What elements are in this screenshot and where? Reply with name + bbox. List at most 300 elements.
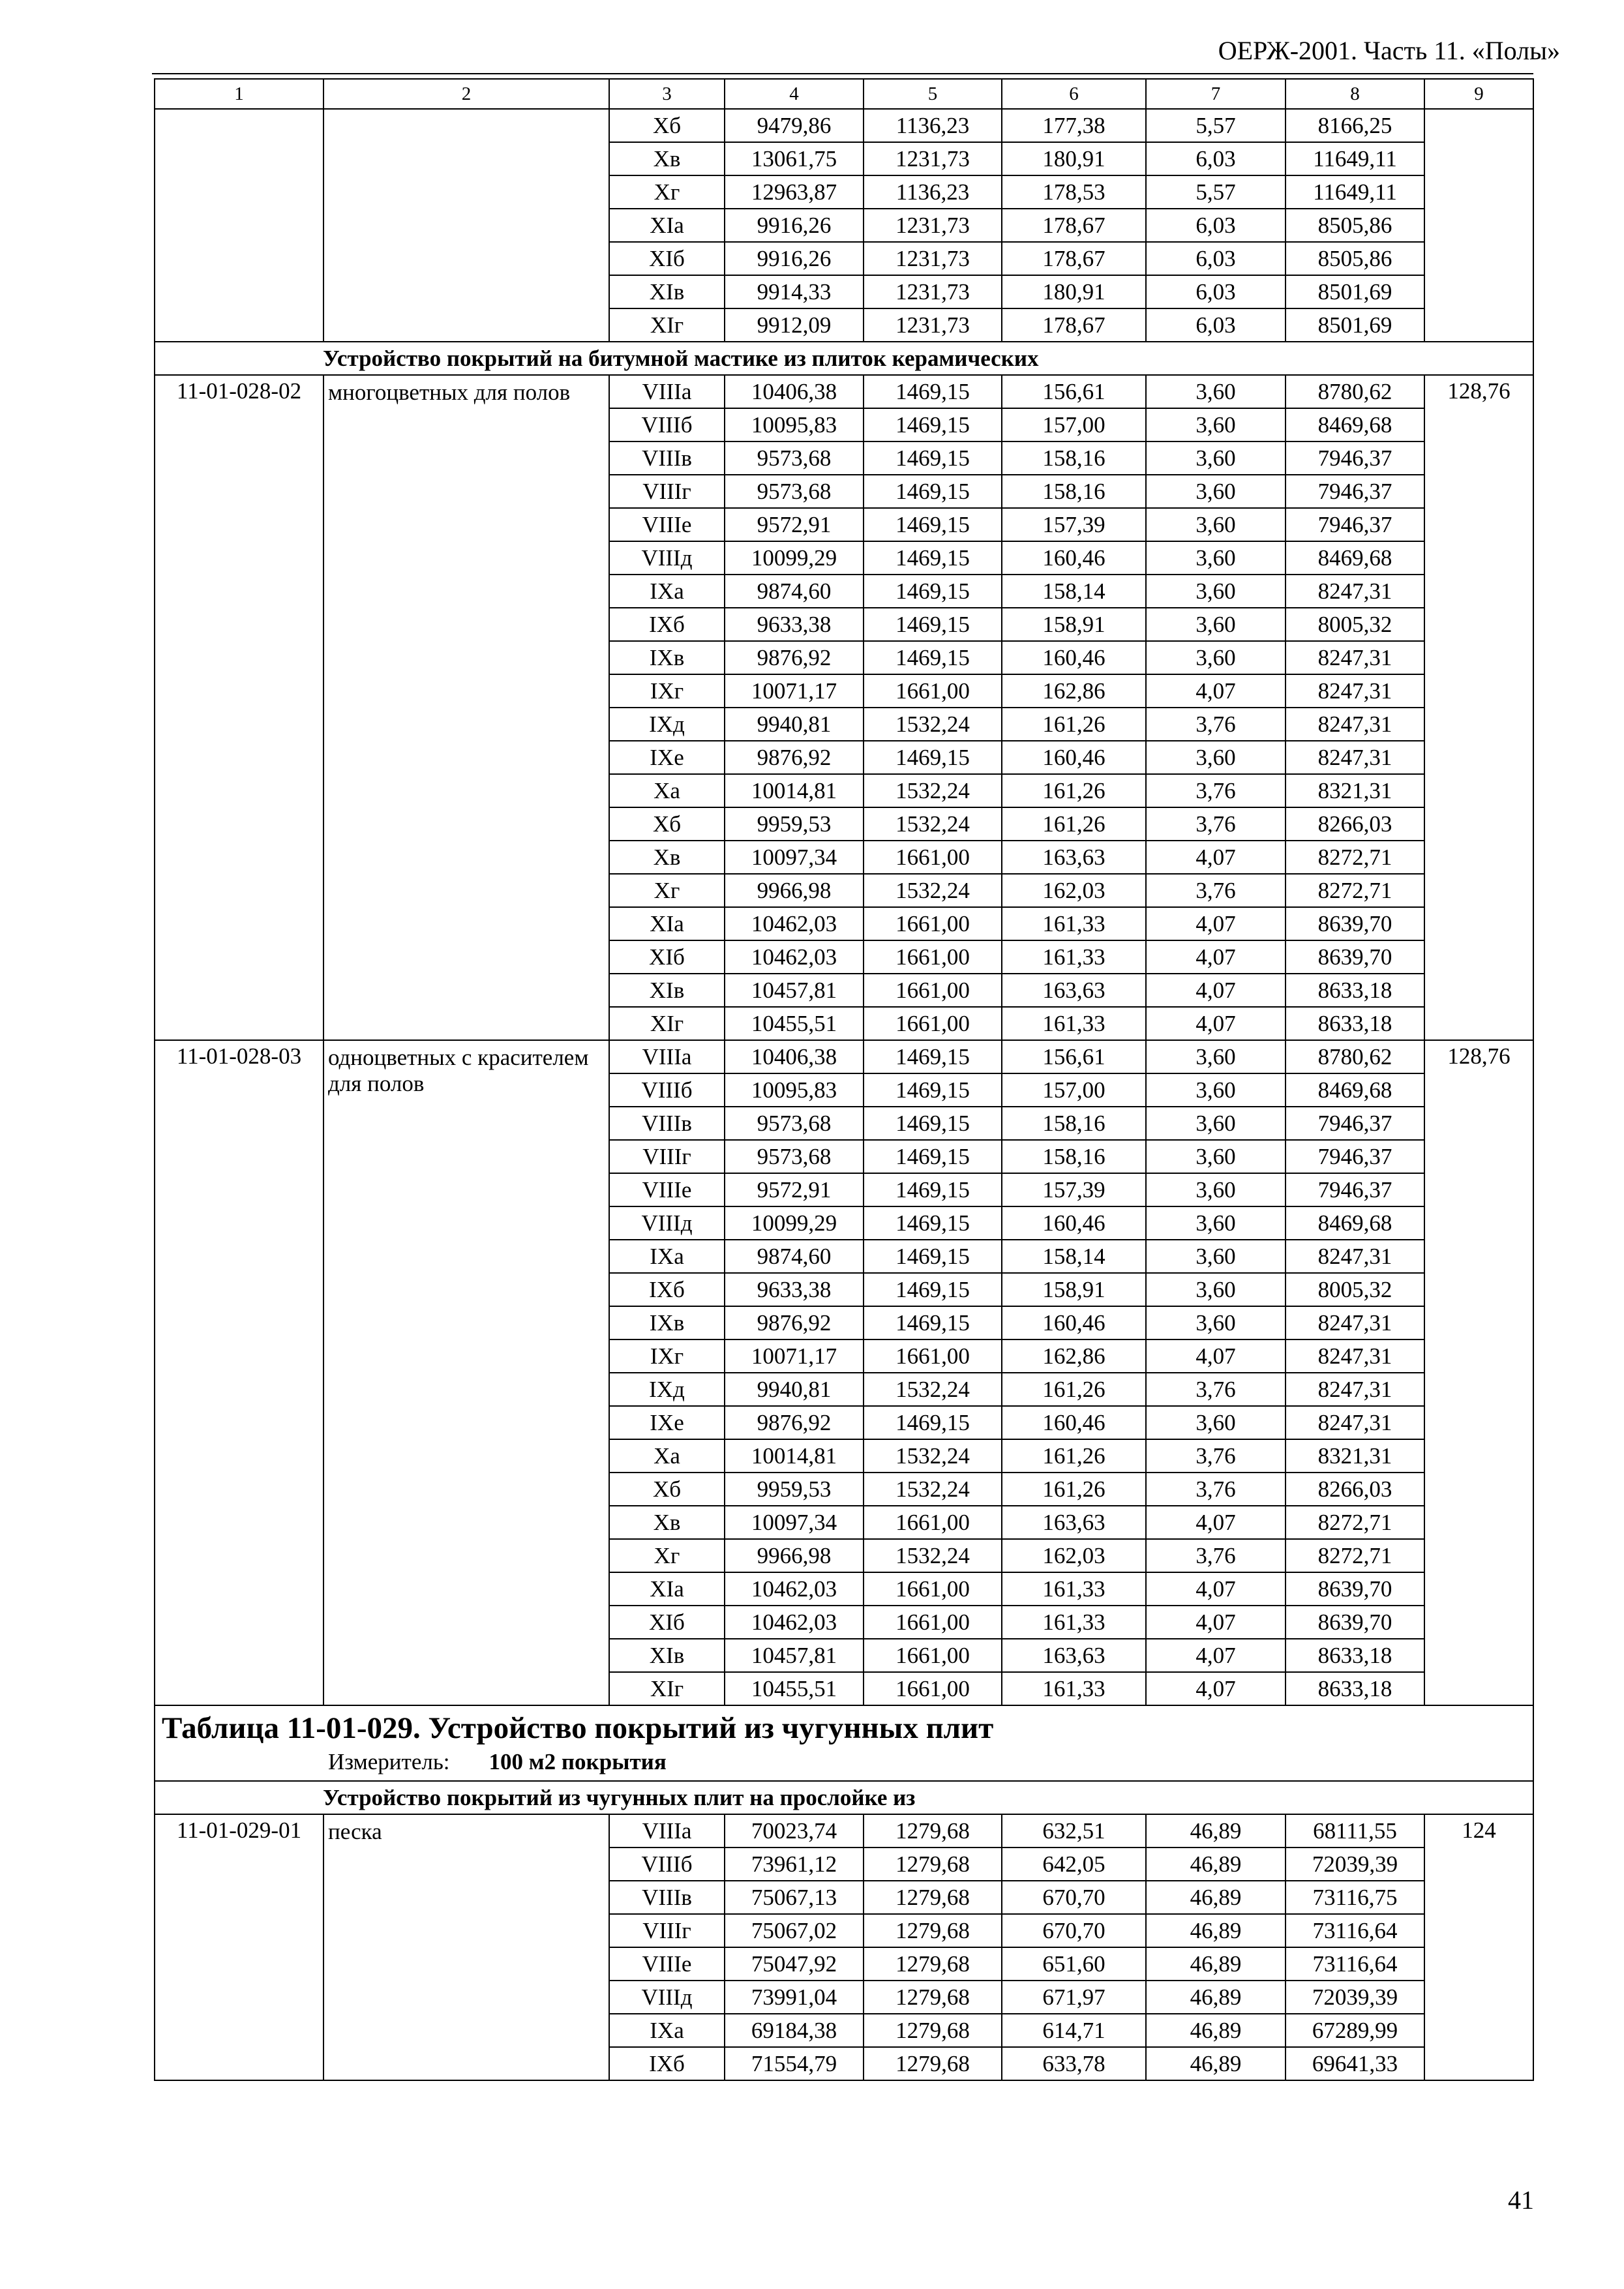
zone-code: XIв xyxy=(609,974,725,1007)
zone-code: XIб xyxy=(609,1606,725,1639)
machines: 156,61 xyxy=(1002,1040,1146,1073)
wages: 1532,24 xyxy=(864,1439,1002,1473)
machines: 161,33 xyxy=(1002,1606,1146,1639)
wages: 1469,15 xyxy=(864,608,1002,641)
machines: 161,26 xyxy=(1002,774,1146,807)
column-number: 3 xyxy=(609,79,725,109)
wages: 1279,68 xyxy=(864,1814,1002,1848)
wages: 1469,15 xyxy=(864,508,1002,541)
materials: 7946,37 xyxy=(1286,508,1424,541)
zone-code: IXа xyxy=(609,575,725,608)
wages: 1532,24 xyxy=(864,807,1002,841)
materials: 8247,31 xyxy=(1286,741,1424,774)
zone-code: VIIIг xyxy=(609,1140,725,1173)
driver-wages: 4,07 xyxy=(1146,1606,1286,1639)
materials: 8247,31 xyxy=(1286,641,1424,674)
materials: 7946,37 xyxy=(1286,1173,1424,1206)
column-number: 2 xyxy=(323,79,609,109)
driver-wages: 3,60 xyxy=(1146,1107,1286,1140)
zone-code: XIб xyxy=(609,242,725,275)
machines: 162,86 xyxy=(1002,674,1146,708)
materials: 8505,86 xyxy=(1286,242,1424,275)
header-rule xyxy=(152,73,1533,74)
machines: 651,60 xyxy=(1002,1947,1146,1981)
driver-wages: 4,07 xyxy=(1146,1506,1286,1539)
zone-code: IXе xyxy=(609,1406,725,1439)
total-cost: 9912,09 xyxy=(725,308,864,342)
materials: 8247,31 xyxy=(1286,674,1424,708)
zone-code: XIв xyxy=(609,1639,725,1672)
total-cost: 9916,26 xyxy=(725,209,864,242)
driver-wages: 3,60 xyxy=(1146,1306,1286,1339)
zone-code: XIб xyxy=(609,940,725,974)
column-number: 1 xyxy=(155,79,323,109)
wages: 1279,68 xyxy=(864,1914,1002,1947)
table-row xyxy=(155,1814,1533,1848)
wages: 1469,15 xyxy=(864,1073,1002,1107)
driver-wages: 3,76 xyxy=(1146,807,1286,841)
machines: 670,70 xyxy=(1002,1881,1146,1914)
machines: 158,16 xyxy=(1002,1107,1146,1140)
wages: 1279,68 xyxy=(864,1881,1002,1914)
machines: 158,91 xyxy=(1002,1273,1146,1306)
driver-wages: 4,07 xyxy=(1146,907,1286,940)
machines: 162,03 xyxy=(1002,1539,1146,1572)
driver-wages: 5,57 xyxy=(1146,175,1286,209)
driver-wages: 46,89 xyxy=(1146,1981,1286,2014)
total-cost: 10099,29 xyxy=(725,1206,864,1240)
driver-wages: 4,07 xyxy=(1146,940,1286,974)
zone-code: XIв xyxy=(609,275,725,308)
wages: 1136,23 xyxy=(864,175,1002,209)
column-number: 4 xyxy=(725,79,864,109)
wages: 1661,00 xyxy=(864,1506,1002,1539)
zone-code: IXа xyxy=(609,1240,725,1273)
wages: 1532,24 xyxy=(864,1473,1002,1506)
document-header-title: ОЕРЖ-2001. Часть 11. «Полы» xyxy=(1218,36,1560,65)
driver-wages: 4,07 xyxy=(1146,974,1286,1007)
col9-value: 128,76 xyxy=(1424,1040,1533,1705)
driver-wages: 3,76 xyxy=(1146,1373,1286,1406)
total-cost: 9959,53 xyxy=(725,807,864,841)
driver-wages: 6,03 xyxy=(1146,242,1286,275)
materials: 8247,31 xyxy=(1286,1373,1424,1406)
total-cost: 10095,83 xyxy=(725,408,864,441)
wages: 1469,15 xyxy=(864,575,1002,608)
zone-code: Xг xyxy=(609,175,725,209)
zone-code: VIIIа xyxy=(609,375,725,408)
zone-code: Xа xyxy=(609,774,725,807)
materials: 67289,99 xyxy=(1286,2014,1424,2047)
total-cost: 9966,98 xyxy=(725,874,864,907)
machines: 671,97 xyxy=(1002,1981,1146,2014)
driver-wages: 46,89 xyxy=(1146,1914,1286,1947)
machines: 161,26 xyxy=(1002,1439,1146,1473)
machines: 642,05 xyxy=(1002,1848,1146,1881)
machines: 178,67 xyxy=(1002,209,1146,242)
total-cost: 9914,33 xyxy=(725,275,864,308)
wages: 1469,15 xyxy=(864,1140,1002,1173)
wages: 1661,00 xyxy=(864,1639,1002,1672)
materials: 8005,32 xyxy=(1286,1273,1424,1306)
zone-code: XIа xyxy=(609,907,725,940)
total-cost: 10097,34 xyxy=(725,1506,864,1539)
materials: 73116,75 xyxy=(1286,1881,1424,1914)
machines: 157,00 xyxy=(1002,1073,1146,1107)
total-cost: 9874,60 xyxy=(725,1240,864,1273)
machines: 161,33 xyxy=(1002,1007,1146,1040)
section-heading-row xyxy=(155,1781,1533,1814)
machines: 157,39 xyxy=(1002,508,1146,541)
machines: 163,63 xyxy=(1002,841,1146,874)
total-cost: 10457,81 xyxy=(725,1639,864,1672)
total-cost: 71554,79 xyxy=(725,2047,864,2080)
total-cost: 9876,92 xyxy=(725,1306,864,1339)
total-cost: 10097,34 xyxy=(725,841,864,874)
wages: 1231,73 xyxy=(864,242,1002,275)
driver-wages: 3,76 xyxy=(1146,874,1286,907)
zone-code: VIIIв xyxy=(609,1881,725,1914)
zone-code: XIг xyxy=(609,1672,725,1705)
materials: 8247,31 xyxy=(1286,1306,1424,1339)
column-number: 8 xyxy=(1286,79,1424,109)
materials: 72039,39 xyxy=(1286,1981,1424,2014)
zone-code: VIIIе xyxy=(609,1947,725,1981)
wages: 1469,15 xyxy=(864,1107,1002,1140)
col9-cell xyxy=(1424,109,1533,342)
machines: 670,70 xyxy=(1002,1914,1146,1947)
materials: 8639,70 xyxy=(1286,1606,1424,1639)
machines: 180,91 xyxy=(1002,275,1146,308)
materials: 11649,11 xyxy=(1286,142,1424,175)
total-cost: 9573,68 xyxy=(725,441,864,475)
driver-wages: 3,76 xyxy=(1146,1473,1286,1506)
materials: 8247,31 xyxy=(1286,1406,1424,1439)
total-cost: 9876,92 xyxy=(725,1406,864,1439)
total-cost: 75067,02 xyxy=(725,1914,864,1947)
wages: 1469,15 xyxy=(864,475,1002,508)
zone-code: VIIIд xyxy=(609,1206,725,1240)
total-cost: 10462,03 xyxy=(725,907,864,940)
zone-code: XIа xyxy=(609,209,725,242)
wages: 1661,00 xyxy=(864,907,1002,940)
materials: 8247,31 xyxy=(1286,1240,1424,1273)
total-cost: 9940,81 xyxy=(725,1373,864,1406)
materials: 8639,70 xyxy=(1286,1572,1424,1606)
table-body xyxy=(155,79,1533,2080)
total-cost: 9940,81 xyxy=(725,708,864,741)
machines: 178,67 xyxy=(1002,308,1146,342)
machines: 632,51 xyxy=(1002,1814,1146,1848)
wages: 1279,68 xyxy=(864,1947,1002,1981)
materials: 8633,18 xyxy=(1286,1639,1424,1672)
materials: 7946,37 xyxy=(1286,441,1424,475)
machines: 160,46 xyxy=(1002,541,1146,575)
machines: 161,33 xyxy=(1002,1572,1146,1606)
total-cost: 75047,92 xyxy=(725,1947,864,1981)
section-heading-028-text: Устройство покрытий на битумной мастике из плиток керамических xyxy=(323,346,1039,371)
driver-wages: 3,60 xyxy=(1146,1240,1286,1273)
zone-code: Xб xyxy=(609,807,725,841)
driver-wages: 46,89 xyxy=(1146,1881,1286,1914)
wages: 1661,00 xyxy=(864,1007,1002,1040)
rate-code: 11-01-028-02 xyxy=(155,375,323,1040)
driver-wages: 4,07 xyxy=(1146,1007,1286,1040)
materials: 8247,31 xyxy=(1286,575,1424,608)
wages: 1532,24 xyxy=(864,1373,1002,1406)
driver-wages: 3,76 xyxy=(1146,708,1286,741)
total-cost: 9874,60 xyxy=(725,575,864,608)
total-cost: 10071,17 xyxy=(725,1339,864,1373)
materials: 8780,62 xyxy=(1286,375,1424,408)
column-number: 9 xyxy=(1424,79,1533,109)
zone-code: VIIIв xyxy=(609,441,725,475)
total-cost: 10455,51 xyxy=(725,1007,864,1040)
materials: 8272,71 xyxy=(1286,1506,1424,1539)
driver-wages: 3,60 xyxy=(1146,408,1286,441)
machines: 160,46 xyxy=(1002,641,1146,674)
driver-wages: 3,60 xyxy=(1146,1073,1286,1107)
machines: 160,46 xyxy=(1002,1406,1146,1439)
section-heading-029-text: Устройство покрытий из чугунных плит на прослойке из xyxy=(323,1784,916,1810)
materials: 72039,39 xyxy=(1286,1848,1424,1881)
zone-code: XIг xyxy=(609,308,725,342)
wages: 1136,23 xyxy=(864,109,1002,142)
driver-wages: 3,60 xyxy=(1146,608,1286,641)
materials: 8266,03 xyxy=(1286,807,1424,841)
wages: 1469,15 xyxy=(864,375,1002,408)
wages: 1231,73 xyxy=(864,142,1002,175)
machines: 161,33 xyxy=(1002,1672,1146,1705)
materials: 8469,68 xyxy=(1286,1073,1424,1107)
zone-code: Xб xyxy=(609,1473,725,1506)
wages: 1661,00 xyxy=(864,674,1002,708)
driver-wages: 4,07 xyxy=(1146,1639,1286,1672)
zone-code: VIIIг xyxy=(609,1914,725,1947)
total-cost: 10457,81 xyxy=(725,974,864,1007)
zone-code: VIIIе xyxy=(609,1173,725,1206)
wages: 1231,73 xyxy=(864,275,1002,308)
wages: 1661,00 xyxy=(864,841,1002,874)
machines: 158,14 xyxy=(1002,575,1146,608)
table-title-row xyxy=(155,1705,1533,1781)
wages: 1661,00 xyxy=(864,1339,1002,1373)
rate-description: песка xyxy=(323,1814,609,2080)
wages: 1532,24 xyxy=(864,774,1002,807)
description-cell xyxy=(323,109,609,342)
machines: 156,61 xyxy=(1002,375,1146,408)
materials: 7946,37 xyxy=(1286,1107,1424,1140)
wages: 1469,15 xyxy=(864,741,1002,774)
rate-code: 11-01-028-03 xyxy=(155,1040,323,1705)
machines: 163,63 xyxy=(1002,1506,1146,1539)
driver-wages: 3,60 xyxy=(1146,641,1286,674)
materials: 7946,37 xyxy=(1286,475,1424,508)
materials: 8247,31 xyxy=(1286,1339,1424,1373)
driver-wages: 46,89 xyxy=(1146,1947,1286,1981)
total-cost: 9479,86 xyxy=(725,109,864,142)
zone-code: XIг xyxy=(609,1007,725,1040)
zone-code: Xб xyxy=(609,109,725,142)
wages: 1469,15 xyxy=(864,441,1002,475)
zone-code: Xг xyxy=(609,1539,725,1572)
materials: 11649,11 xyxy=(1286,175,1424,209)
materials: 68111,55 xyxy=(1286,1814,1424,1848)
total-cost: 9572,91 xyxy=(725,508,864,541)
machines: 160,46 xyxy=(1002,1306,1146,1339)
total-cost: 10071,17 xyxy=(725,674,864,708)
driver-wages: 4,07 xyxy=(1146,1572,1286,1606)
total-cost: 9916,26 xyxy=(725,242,864,275)
driver-wages: 3,60 xyxy=(1146,375,1286,408)
total-cost: 10406,38 xyxy=(725,1040,864,1073)
materials: 8469,68 xyxy=(1286,1206,1424,1240)
driver-wages: 3,60 xyxy=(1146,741,1286,774)
code-cell xyxy=(155,109,323,342)
total-cost: 10014,81 xyxy=(725,774,864,807)
total-cost: 10406,38 xyxy=(725,375,864,408)
column-number-row xyxy=(155,79,1533,109)
driver-wages: 46,89 xyxy=(1146,2047,1286,2080)
wages: 1469,15 xyxy=(864,408,1002,441)
machines: 157,00 xyxy=(1002,408,1146,441)
machines: 178,67 xyxy=(1002,242,1146,275)
table-title-cell xyxy=(155,1705,1533,1781)
zone-code: XIа xyxy=(609,1572,725,1606)
zone-code: IXд xyxy=(609,1373,725,1406)
col9-value: 128,76 xyxy=(1424,375,1533,1040)
driver-wages: 4,07 xyxy=(1146,841,1286,874)
zone-code: IXд xyxy=(609,708,725,741)
zone-code: Xв xyxy=(609,142,725,175)
wages: 1661,00 xyxy=(864,1606,1002,1639)
machines: 614,71 xyxy=(1002,2014,1146,2047)
driver-wages: 3,60 xyxy=(1146,441,1286,475)
total-cost: 10095,83 xyxy=(725,1073,864,1107)
wages: 1469,15 xyxy=(864,541,1002,575)
column-number: 5 xyxy=(864,79,1002,109)
materials: 73116,64 xyxy=(1286,1914,1424,1947)
materials: 8639,70 xyxy=(1286,940,1424,974)
driver-wages: 3,60 xyxy=(1146,575,1286,608)
total-cost: 9633,38 xyxy=(725,1273,864,1306)
materials: 8166,25 xyxy=(1286,109,1424,142)
driver-wages: 3,60 xyxy=(1146,1206,1286,1240)
table-row xyxy=(155,1040,1533,1073)
zone-code: VIIIа xyxy=(609,1814,725,1848)
machines: 162,86 xyxy=(1002,1339,1146,1373)
meter-label: Измеритель: xyxy=(328,1749,450,1775)
zone-code: VIIIб xyxy=(609,1073,725,1107)
driver-wages: 6,03 xyxy=(1146,275,1286,308)
zone-code: Xа xyxy=(609,1439,725,1473)
wages: 1661,00 xyxy=(864,1572,1002,1606)
materials: 8501,69 xyxy=(1286,275,1424,308)
zone-code: Xг xyxy=(609,874,725,907)
machines: 161,26 xyxy=(1002,1473,1146,1506)
zone-code: IXа xyxy=(609,2014,725,2047)
machines: 158,14 xyxy=(1002,1240,1146,1273)
machines: 158,91 xyxy=(1002,608,1146,641)
machines: 158,16 xyxy=(1002,1140,1146,1173)
total-cost: 73991,04 xyxy=(725,1981,864,2014)
materials: 8469,68 xyxy=(1286,541,1424,575)
materials: 8272,71 xyxy=(1286,1539,1424,1572)
zone-code: VIIIб xyxy=(609,1848,725,1881)
machines: 163,63 xyxy=(1002,1639,1146,1672)
materials: 8639,70 xyxy=(1286,907,1424,940)
zone-code: VIIIе xyxy=(609,508,725,541)
driver-wages: 6,03 xyxy=(1146,308,1286,342)
machines: 161,26 xyxy=(1002,708,1146,741)
materials: 8321,31 xyxy=(1286,774,1424,807)
zone-code: VIIIг xyxy=(609,475,725,508)
total-cost: 9573,68 xyxy=(725,475,864,508)
machines: 158,16 xyxy=(1002,441,1146,475)
machines: 177,38 xyxy=(1002,109,1146,142)
zone-code: IXб xyxy=(609,2047,725,2080)
machines: 158,16 xyxy=(1002,475,1146,508)
machines: 162,03 xyxy=(1002,874,1146,907)
price-table xyxy=(154,78,1534,2081)
total-cost: 10462,03 xyxy=(725,1572,864,1606)
total-cost: 10462,03 xyxy=(725,940,864,974)
driver-wages: 3,60 xyxy=(1146,1140,1286,1173)
table-title: Таблица 11-01-029. Устройство покрытий из чугунных плит xyxy=(162,1711,994,1745)
total-cost: 10014,81 xyxy=(725,1439,864,1473)
column-number: 7 xyxy=(1146,79,1286,109)
zone-code: VIIIб xyxy=(609,408,725,441)
wages: 1231,73 xyxy=(864,308,1002,342)
col9-value: 124 xyxy=(1424,1814,1533,2080)
table-row xyxy=(155,375,1533,408)
materials: 8633,18 xyxy=(1286,1672,1424,1705)
section-heading-row xyxy=(155,342,1533,375)
total-cost: 70023,74 xyxy=(725,1814,864,1848)
driver-wages: 3,60 xyxy=(1146,541,1286,575)
zone-code: VIIIд xyxy=(609,1981,725,2014)
machines: 157,39 xyxy=(1002,1173,1146,1206)
zone-code: VIIIд xyxy=(609,541,725,575)
machines: 633,78 xyxy=(1002,2047,1146,2080)
driver-wages: 5,57 xyxy=(1146,109,1286,142)
machines: 160,46 xyxy=(1002,1206,1146,1240)
driver-wages: 6,03 xyxy=(1146,142,1286,175)
materials: 73116,64 xyxy=(1286,1947,1424,1981)
zone-code: Xв xyxy=(609,841,725,874)
total-cost: 9876,92 xyxy=(725,741,864,774)
driver-wages: 3,60 xyxy=(1146,475,1286,508)
materials: 8266,03 xyxy=(1286,1473,1424,1506)
driver-wages: 6,03 xyxy=(1146,209,1286,242)
driver-wages: 3,76 xyxy=(1146,1439,1286,1473)
driver-wages: 3,60 xyxy=(1146,1173,1286,1206)
total-cost: 13061,75 xyxy=(725,142,864,175)
wages: 1279,68 xyxy=(864,1848,1002,1881)
machines: 160,46 xyxy=(1002,741,1146,774)
rate-code: 11-01-029-01 xyxy=(155,1814,323,2080)
zone-code: IXв xyxy=(609,641,725,674)
rate-description: многоцветных для полов xyxy=(323,375,609,1040)
section-heading-029 xyxy=(155,1781,1533,1814)
zone-code: Xв xyxy=(609,1506,725,1539)
table-row xyxy=(155,109,1533,142)
driver-wages: 4,07 xyxy=(1146,674,1286,708)
materials: 8005,32 xyxy=(1286,608,1424,641)
driver-wages: 3,76 xyxy=(1146,1539,1286,1572)
materials: 8780,62 xyxy=(1286,1040,1424,1073)
materials: 8469,68 xyxy=(1286,408,1424,441)
